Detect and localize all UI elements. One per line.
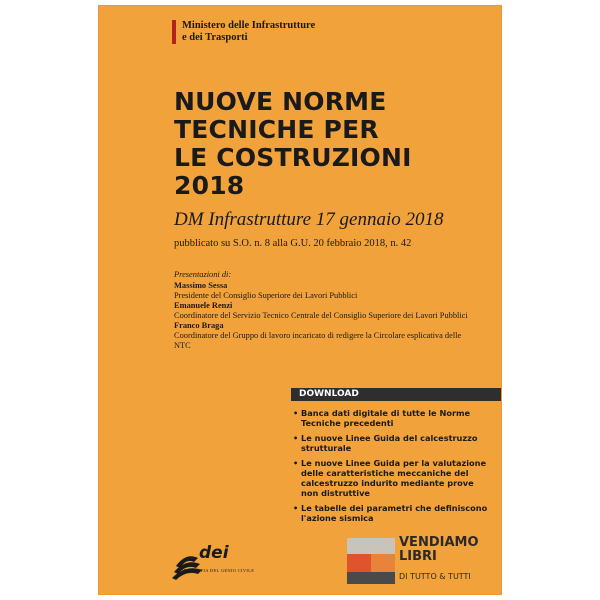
ministry-label <box>172 20 315 44</box>
title-line-4: 2018 <box>174 171 245 200</box>
badge-title <box>399 536 479 564</box>
download-list <box>293 408 493 528</box>
presenter-role: Coordinatore del Servizio Tecnico Centrale del Consiglio Superiore dei Lavori Pubblici <box>174 311 468 320</box>
badge-line-2: LIBRI <box>399 549 437 564</box>
presentations <box>174 270 474 351</box>
presenter-name: Massimo Sessa <box>174 281 228 290</box>
download-item-text: Le tabelle dei parametri che definiscono l'azione sismica <box>301 503 488 523</box>
badge-block <box>371 554 395 572</box>
download-item: • Le nuove Linee Guida per la valutazione delle caratteristiche meccaniche del calcestruzzo indurito mediante prove non distruttive <box>293 458 487 498</box>
presentations-intro: Presentazioni di: <box>174 270 232 279</box>
ministry-line-2: e dei Trasporti <box>182 32 248 43</box>
presenter-name: Franco Braga <box>174 321 224 330</box>
title-line-3: LE COSTRUZIONI <box>174 143 412 172</box>
badge-block <box>347 572 395 584</box>
download-item: • Le nuove Linee Guida del calcestruzzo strutturale <box>293 433 478 453</box>
book-cover <box>99 6 501 594</box>
badge-line-1: VENDIAMO <box>399 535 479 550</box>
download-item-text: Le nuove Linee Guida per la valutazione delle caratteristiche meccaniche del calcestruzzo indurito mediante prove non distruttive <box>301 458 487 498</box>
download-item-text: Le nuove Linee Guida del calcestruzzo strutturale <box>301 433 478 453</box>
presenter-role: Presidente del Consiglio Superiore dei Lavori Pubblici <box>174 291 358 300</box>
book-subtitle: DM Infrastrutture 17 gennaio 2018 <box>174 209 444 230</box>
book-title <box>174 88 494 200</box>
publication-info: pubblicato su S.O. n. 8 alla G.U. 20 febbraio 2018, n. 42 <box>174 238 412 249</box>
download-item-text: Banca dati digitale di tutte le Norme Tecniche precedenti <box>301 408 471 428</box>
download-item: • Banca dati digitale di tutte le Norme Tecniche precedenti <box>293 408 471 428</box>
badge-slogan: DI TUTTO & TUTTI <box>399 572 471 581</box>
badge-block <box>347 554 371 572</box>
presenter-role: Coordinatore del Gruppo di lavoro incaricato di redigere la Circolare esplicativa delle NTC <box>174 331 462 350</box>
title-line-1: NUOVE NORME <box>174 87 387 116</box>
presenter-name: Emanuele Renzi <box>174 301 233 310</box>
seller-badge <box>347 535 479 588</box>
publisher-tagline: TIPOGRAFIA DEL GENIO CIVILE <box>179 568 255 573</box>
download-heading: DOWNLOAD <box>291 388 501 401</box>
ministry-line-1: Ministero delle Infrastrutture <box>182 20 316 31</box>
badge-block <box>347 538 395 554</box>
title-line-2: TECNICHE PER <box>174 115 379 144</box>
publisher-name: dei <box>199 543 229 563</box>
download-item: • Le tabelle dei parametri che definiscono l'azione sismica <box>293 503 488 523</box>
